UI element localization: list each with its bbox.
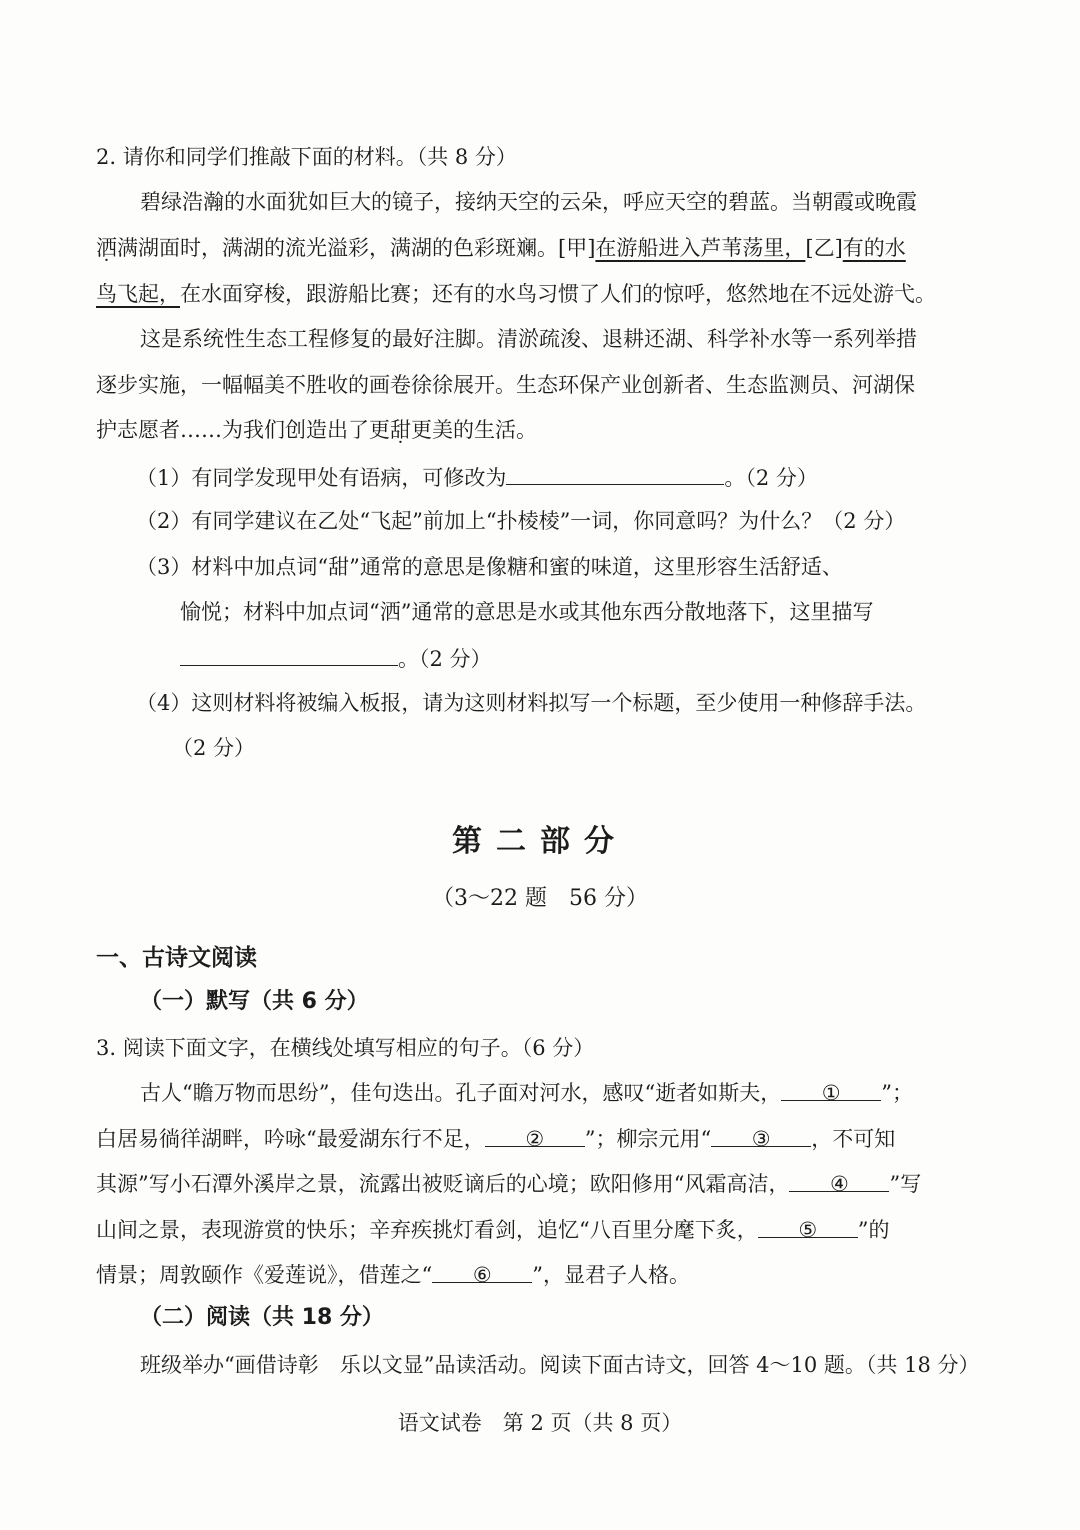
- recitation-line2-mid: ”；柳宗元用“: [584, 1127, 712, 1151]
- material-p2-line3-pre: 护志愿者……为我们创造出了更: [96, 418, 390, 442]
- material-p1-line3: [96, 279, 936, 309]
- section-1-heading: 一、古诗文阅读: [96, 945, 257, 971]
- answer-blank-circle-1[interactable]: ①: [781, 1078, 881, 1101]
- subquestion-2: （2）有同学建议在乙处“飞起”前加上“扑棱棱”一词，你同意吗？为什么？（2 分）: [136, 509, 906, 533]
- answer-blank-circle-4[interactable]: ④: [789, 1169, 889, 1192]
- answer-blank-circle-2[interactable]: ②: [485, 1124, 585, 1147]
- underlined-yi-phrase-2: 鸟飞起，: [96, 282, 180, 306]
- marker-yi: [乙]: [805, 236, 843, 260]
- answer-blank-circle-3[interactable]: ③: [711, 1124, 811, 1147]
- recitation-line5-end: ”，显君子人格。: [532, 1263, 690, 1287]
- subquestion-1: [136, 462, 818, 493]
- recitation-line4-text: 山间之景，表现游赏的快乐；辛弃疾挑灯看剑，追忆“八百里分麾下炙，: [96, 1218, 758, 1242]
- recitation-line1-end: ”；: [881, 1081, 913, 1105]
- page-footer: 语文试卷 第 2 页（共 8 页）: [397, 1411, 683, 1435]
- recitation-line3-text: 其源”写小石潭外溪岸之景，流露出被贬谪后的心境；欧阳修用“风霜高洁，: [96, 1172, 790, 1196]
- part-2-title: 第二部分: [452, 824, 628, 859]
- recitation-line3-end: ”写: [889, 1172, 922, 1196]
- subquestion-1-text: （1）有同学发现甲处有语病，可修改为: [136, 466, 507, 490]
- subquestion-3-line2: 愉悦；材料中加点词“洒”通常的意思是水或其他东西分散地落下，这里描写: [180, 600, 874, 624]
- material-p1-line3-text: 在水面穿梭，跟游船比赛；还有的水鸟习惯了人们的惊呼，悠然地在不远处游弋。: [180, 282, 936, 306]
- section-1-sub-1: （一）默写（共 6 分）: [140, 989, 369, 1014]
- recitation-line4: [96, 1215, 889, 1245]
- subquestion-1-score: 。（2 分）: [724, 466, 818, 490]
- material-p1-line1: 碧绿浩瀚的水面犹如巨大的镜子，接纳天空的云朵，呼应天空的碧蓝。当朝霞或晚霞: [140, 190, 917, 214]
- answer-blank-circle-6[interactable]: ⑥: [432, 1260, 532, 1283]
- subquestion-4-line1: （4）这则材料将被编入板报，请为这则材料拟写一个标题，至少使用一种修辞手法。: [136, 691, 927, 715]
- material-p2-line3: [96, 415, 537, 445]
- subquestion-3-score: 。（2 分）: [398, 647, 492, 671]
- underlined-jia-phrase: 在游船进入芦苇荡里，: [595, 236, 806, 260]
- question-3-heading: 3. 阅读下面文字，在横线处填写相应的句子。（6 分）: [96, 1036, 595, 1060]
- recitation-line5-text: 情景；周敦颐作《爱莲说》，借莲之“: [96, 1263, 433, 1287]
- part-2-subtitle: （3～22 题 56 分）: [432, 886, 648, 911]
- material-p2-line2: 逐步实施，一幅幅美不胜收的画卷徐徐展开。生态环保产业创新者、生态监测员、河湖保: [96, 373, 915, 397]
- subquestion-3-line1: （3）材料中加点词“甜”通常的意思是像糖和蜜的味道，这里形容生活舒适、: [136, 555, 843, 579]
- subquestion-3-line3: [180, 643, 492, 674]
- subquestion-4-line2: （2 分）: [172, 736, 256, 760]
- recitation-line2-end: ，不可知: [811, 1127, 896, 1151]
- reading-intro: 班级举办“画借诗彰 乐以文显”品读活动。阅读下面古诗文，回答 4～10 题。（共 18 分）: [140, 1353, 980, 1377]
- material-p1-line2-text: 满湖面时，满湖的流光溢彩，满湖的色彩斑斓。[甲]: [117, 236, 596, 260]
- answer-blank-circle-5[interactable]: ⑤: [758, 1215, 858, 1238]
- recitation-line5: [96, 1260, 690, 1290]
- dotted-char-sa: 洒: [96, 236, 117, 260]
- section-1-sub-2: （二）阅读（共 18 分）: [140, 1305, 384, 1330]
- recitation-line2-text: 白居易徜徉湖畔，吟咏“最爱湖东行不足，: [96, 1127, 485, 1151]
- recitation-line4-end: ”的: [857, 1218, 890, 1242]
- recitation-line3: [96, 1169, 921, 1199]
- recitation-line2: [96, 1124, 895, 1154]
- question-2-heading: 2. 请你和同学们推敲下面的材料。（共 8 分）: [96, 145, 517, 169]
- recitation-line1: [140, 1078, 913, 1108]
- material-p2-line3-post: 更美的生活。: [411, 418, 537, 442]
- recitation-line1-text: 古人“瞻万物而思纷”，佳句迭出。孔子面对河水，感叹“逝者如斯夫，: [140, 1081, 782, 1105]
- answer-blank-1[interactable]: [506, 462, 724, 485]
- underlined-yi-phrase-1: 有的水: [842, 236, 906, 260]
- material-p1-line2: [96, 233, 906, 263]
- material-p2-line1: 这是系统性生态工程修复的最好注脚。清淤疏浚、退耕还湖、科学补水等一系列举措: [140, 327, 917, 351]
- answer-blank-3[interactable]: [180, 643, 398, 666]
- dotted-char-tian: 甜: [390, 418, 411, 442]
